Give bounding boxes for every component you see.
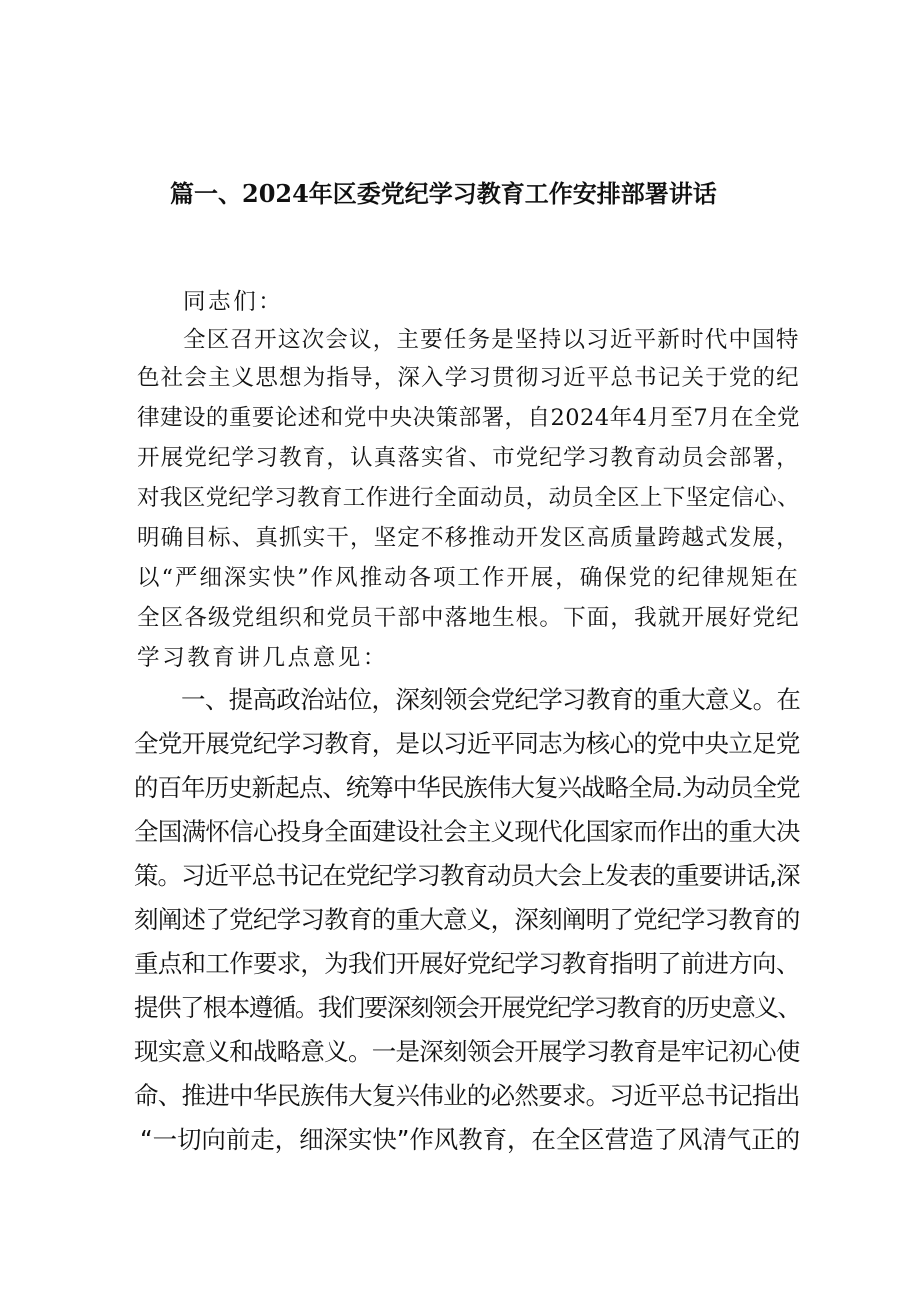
paragraph-1-line-6: 明确目标、真抓实干，坚定不移推动开发区高质量跨越式发展， — [137, 525, 800, 551]
paragraph-2-line-2: 全党开展党纪学习教育，是以习近平同志为核心的党中央立足党 — [134, 729, 800, 758]
paragraph-2-line-8: 提供了根本遵循。我们要深刻领会开展党纪学习教育的历史意义、 — [134, 993, 801, 1022]
paragraph-2-line-10: 命、推进中华民族伟大复兴伟业的必然要求。习近平总书记指出 — [134, 1081, 800, 1110]
paragraph-1-line-9: 学习教育讲几点意见： — [137, 645, 389, 671]
paragraph-1-line-3: 律建设的重要论述和党中央决策部署，自2024年4月至7月在全党 — [137, 405, 800, 431]
paragraph-2-line-1: 一、提高政治站位，深刻领会党纪学习教育的重大意义。在 — [181, 685, 801, 714]
document-title: 篇一、2024年区委党纪学习教育工作安排部署讲话 — [170, 179, 717, 208]
paragraph-1-line-8: 全区各级党组织和党员干部中落地生根。下面，我就开展好党纪 — [137, 605, 800, 631]
paragraph-2-line-5: 策。习近平总书记在党纪学习教育动员大会上发表的重要讲话,深 — [134, 861, 800, 890]
paragraph-2-line-4: 全国满怀信心投身全面建设社会主义现代化国家而作出的重大决 — [134, 817, 800, 846]
paragraph-1-line-2: 色社会主义思想为指导，深入学习贯彻习近平总书记关于党的纪 — [137, 365, 800, 391]
paragraph-1-line-4: 开展党纪学习教育，认真落实省、市党纪学习教育动员会部署， — [137, 445, 800, 471]
paragraph-2-line-9: 现实意义和战略意义。一是深刻领会开展学习教育是牢记初心使 — [134, 1037, 800, 1066]
paragraph-2-line-6: 刻阐述了党纪学习教育的重大意义，深刻阐明了党纪学习教育的 — [134, 905, 800, 934]
paragraph-1-line-5: 对我区党纪学习教育工作进行全面动员，动员全区上下坚定信心、 — [137, 485, 800, 511]
paragraph-2-line-7: 重点和工作要求，为我们开展好党纪学习教育指明了前进方向、 — [134, 949, 800, 978]
paragraph-1-line-7: 以“严细深实快”作风推动各项工作开展，确保党的纪律规矩在 — [137, 565, 800, 591]
salutation: 同志们： — [183, 289, 284, 315]
paragraph-2-line-11: “一切向前走，细深实快”作风教育，在全区营造了风清气正的 — [140, 1125, 800, 1154]
paragraph-2-line-3: 的百年历史新起点、统筹中华民族伟大复兴战略全局.为动员全党 — [134, 773, 800, 802]
paragraph-1-line-1: 全区召开这次会议，主要任务是坚持以习近平新时代中国特 — [183, 327, 800, 353]
